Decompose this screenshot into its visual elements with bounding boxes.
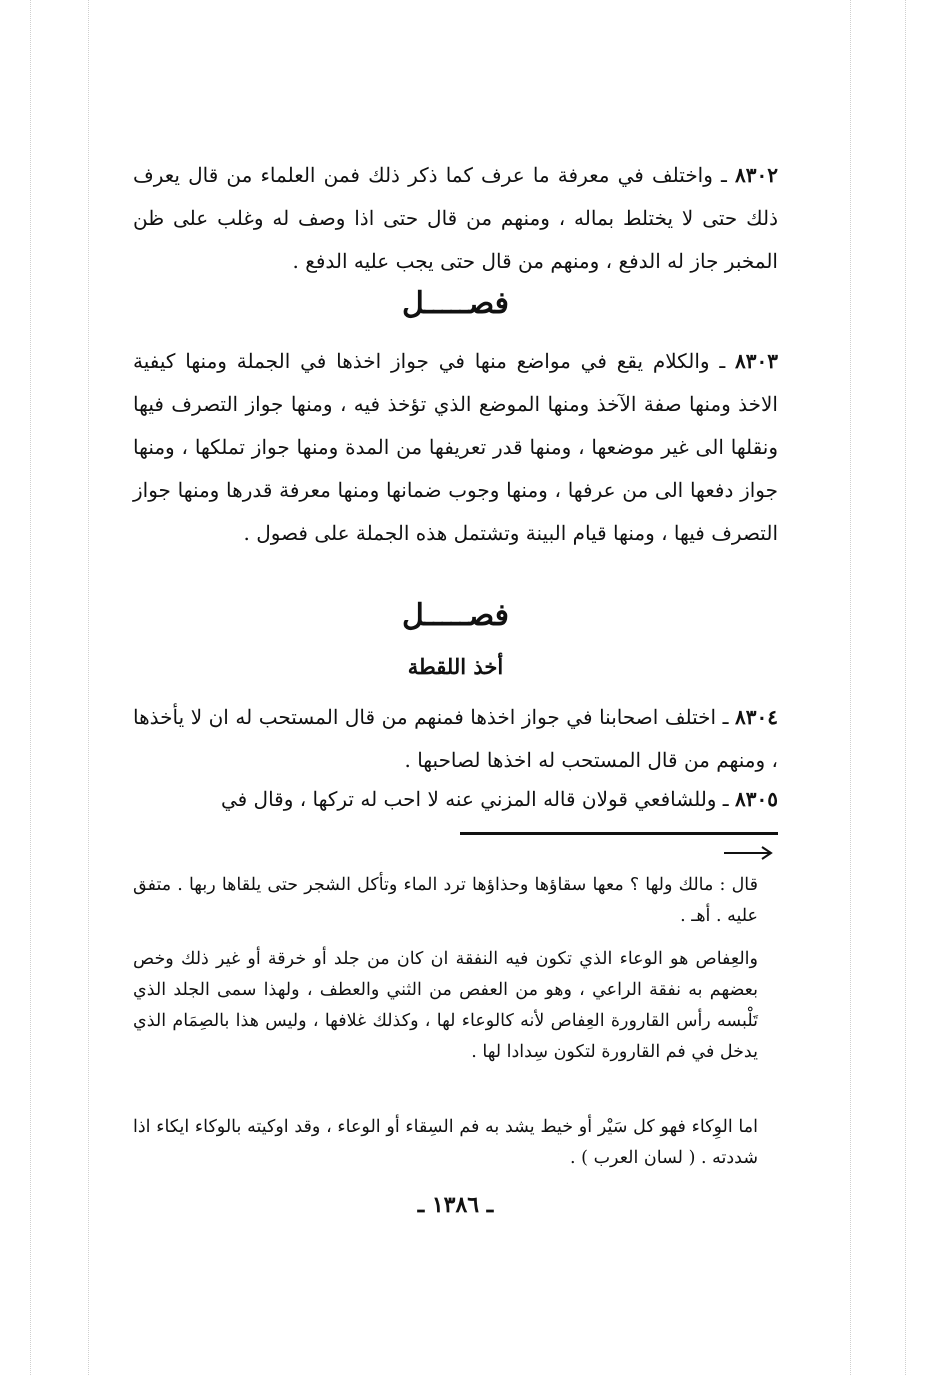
section-subheading: أخذ اللقطة: [407, 654, 504, 679]
paragraph-number: ٨٣٠٢: [735, 163, 778, 187]
footnote-3: اما الوِكاء فهو كل سَيْر أو خيط يشد به فم السِقاء أو الوعاء ، وقد اوكيته بالوكاء ايكاء اذا شددته . ( لسان العرب ) .: [133, 1117, 758, 1168]
page-number: ـ ١٣٨٦ ـ: [417, 1192, 494, 1218]
paragraph-number: ٨٣٠٥: [735, 787, 778, 811]
paragraph-text: ـ واختلف في معرفة ما عرف كما ذكر ذلك فمن العلماء من قال يعرف ذلك حتى لا يختلط بماله ، ومنهم من قال حتى اذا وصف له وغلب على ظن المخبر جاز له الدفع ، ومنهم من قال حتى يجب عليه الدفع .: [133, 163, 778, 273]
paragraph-text: ـ والكلام يقع في مواضع منها في جواز اخذها في الجملة ومنها كيفية الاخذ ومنها صفة الآخذ ومنها الموضع الذي تؤخذ فيه ، ومنها جواز التصرف فيها ونقلها الى غير موضعها ، ومنها قدر تعريفها من المدة ومنها جواز تملكها ، ومنها جواز دفعها الى من عرفها ، ومنها وجوب ضمانها ومنها معرفة قدرها ومنها جواز التصرف فيها ، ومنها قيام البينة وتشتمل هذه الجملة على فصول .: [133, 349, 778, 545]
paragraph-8305: [133, 778, 778, 821]
paragraph-8304: [133, 696, 778, 782]
paragraph-8303: [133, 340, 778, 555]
paragraph-text: ـ وللشافعي قولان قاله المزني عنه لا احب له تركها ، وقال في: [220, 787, 736, 811]
paragraph-8302: [133, 154, 778, 283]
continuation-arrow-icon: [724, 843, 774, 863]
paragraph-number: ٨٣٠٤: [735, 705, 778, 729]
footnote-1: قال : مالك ولها ؟ معها سقاؤها وحذاؤها ترد الماء وتأكل الشجر حتى يلقاها ربها . متفق عليه . أهـ .: [133, 875, 758, 926]
section-heading-fasl: فصـــــل: [401, 286, 510, 321]
footnote-2: والعِفاص هو الوعاء الذي تكون فيه النفقة ان كان من جلد أو خرقة أو غير ذلك وخص بعضهم به نفقة الراعي ، وهو من العفص من الثني والعطف ، ولهذا سمى الجلد الذي تَلْبسه رأس القارورة العِفاص لأنه كالوعاء لها ، وكذلك غلافها ، وليس هذا بالصِمَام الذي يدخل في فم القارورة لتكون سِدادا لها .: [133, 949, 758, 1062]
paragraph-number: ٨٣٠٣: [735, 349, 778, 373]
paragraph-text: ـ اختلف اصحابنا في جواز اخذها فمنهم من قال المستحب له ان لا يأخذها ، ومنهم من قال المستحب له اخذها لصاحبها .: [133, 705, 778, 772]
footnote-separator: [460, 832, 778, 835]
section-heading-fasl: فصـــــل: [401, 598, 510, 633]
